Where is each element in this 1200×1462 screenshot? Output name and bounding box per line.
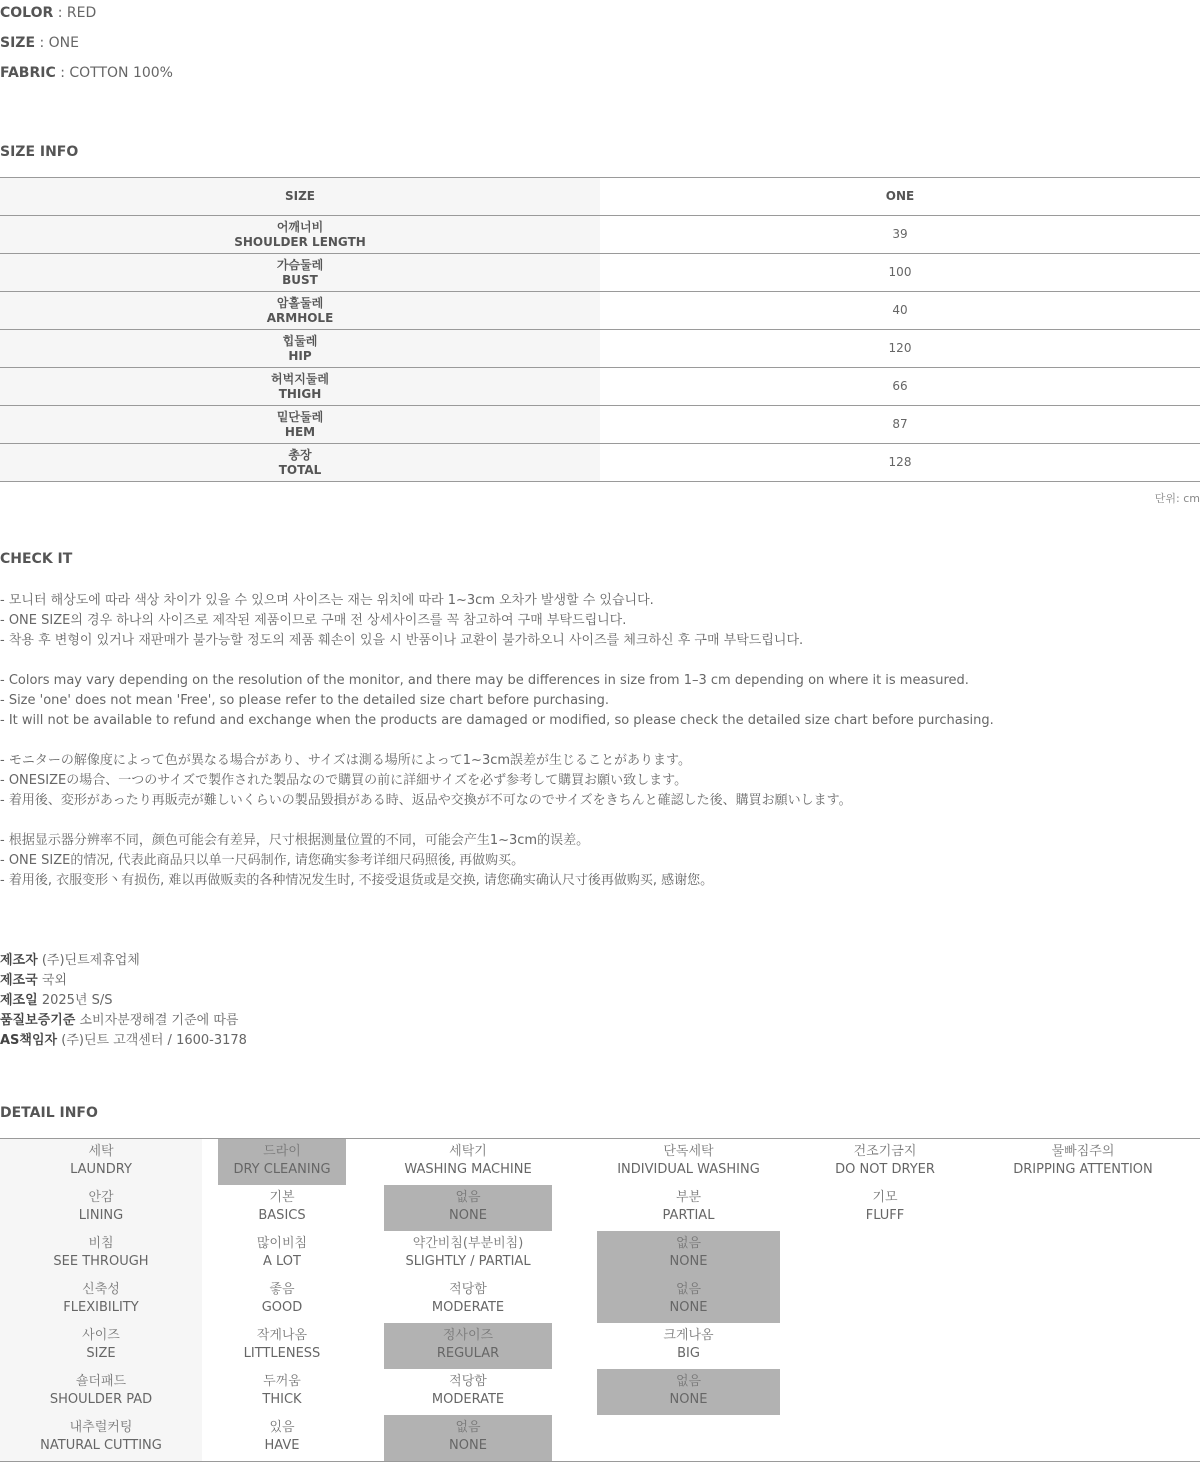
table-row bbox=[0, 444, 1200, 482]
spec-value: : ONE bbox=[39, 35, 79, 51]
detail-option-en: FLUFF bbox=[865, 1208, 905, 1223]
detail-option-selected-en: NONE bbox=[449, 1208, 487, 1223]
detail-option-en: BIG bbox=[677, 1346, 700, 1361]
detail-option-selected bbox=[218, 1139, 346, 1185]
detail-row-label-en: FLEXIBILITY bbox=[63, 1300, 139, 1315]
detail-option-selected-ko: 없음 bbox=[455, 1420, 481, 1435]
detail-option bbox=[384, 1139, 552, 1185]
check-it-notes bbox=[0, 591, 1200, 891]
detail-option bbox=[787, 1185, 983, 1231]
spec-fabric bbox=[0, 65, 173, 81]
detail-option-selected-en: NONE bbox=[669, 1392, 708, 1407]
notes-english bbox=[0, 671, 1200, 731]
detail-option-selected-ko: 없음 bbox=[675, 1374, 702, 1389]
unit-note: 단위: cm bbox=[1154, 492, 1200, 505]
spec-label: COLOR bbox=[0, 5, 54, 21]
note-line: - Colors may vary depending on the resolution of the monitor, and there may be differences in size from 1–3 cm depending on where it is measured. bbox=[0, 673, 969, 688]
detail-option bbox=[218, 1185, 346, 1231]
maker-value: (주)딘트 고객센터 / 1600-3178 bbox=[57, 1033, 247, 1048]
detail-row-label bbox=[0, 1323, 202, 1369]
maker-row bbox=[0, 951, 247, 971]
detail-row-label-ko: 비침 bbox=[88, 1236, 114, 1251]
measure-label-ko: 밑단둘레 bbox=[276, 409, 324, 424]
detail-option bbox=[787, 1139, 983, 1185]
measure-label bbox=[0, 444, 600, 482]
detail-option-en: PARTIAL bbox=[662, 1208, 715, 1223]
note-line: - 모니터 해상도에 따라 색상 차이가 있을 수 있으며 사이즈는 재는 위치에 따라 1~3cm 오차가 발생할 수 있습니다. bbox=[0, 593, 654, 608]
detail-row-label bbox=[0, 1185, 202, 1231]
measure-label-ko: 허벅지둘레 bbox=[271, 371, 329, 386]
measure-label-en: BUST bbox=[282, 272, 318, 287]
detail-option-selected-en: REGULAR bbox=[436, 1346, 500, 1361]
detail-option-selected-ko: 없음 bbox=[675, 1236, 702, 1251]
table-header-row bbox=[0, 178, 1200, 216]
spec-color bbox=[0, 5, 96, 21]
measure-label-ko: 가슴둘레 bbox=[276, 257, 324, 272]
detail-option-en: HAVE bbox=[264, 1438, 300, 1453]
table-row bbox=[0, 254, 1200, 292]
detail-row-label bbox=[0, 1369, 202, 1415]
note-line: - 着用後、変形があったり再販売が難しいくらいの製品毀損がある時、返品や交換が不可なのでサイズをきちんと確認した後、購買お願いします。 bbox=[0, 793, 852, 808]
detail-option-selected bbox=[597, 1277, 780, 1323]
detail-row-label-en: SIZE bbox=[86, 1346, 116, 1361]
measure-label bbox=[0, 330, 600, 368]
note-line: - 착용 후 변형이 있거나 재판매가 불가능할 정도의 제품 훼손이 있을 시 반품이나 교환이 불가하오니 사이즈를 체크하신 후 구매 부탁드립니다. bbox=[0, 633, 804, 648]
detail-option-en: SLIGHTLY / PARTIAL bbox=[405, 1254, 531, 1269]
measure-value: 40 bbox=[600, 292, 1200, 330]
detail-option-selected-ko: 드라이 bbox=[263, 1144, 301, 1159]
detail-option bbox=[218, 1323, 346, 1369]
detail-option-selected-en: NONE bbox=[669, 1300, 708, 1315]
note-line: - ONE SIZE的情况, 代表此商品只以单一尺码制作, 请您确实参考详细尺码照後, 再做购买。 bbox=[0, 853, 525, 868]
detail-row-label bbox=[0, 1277, 202, 1323]
spec-value: : RED bbox=[57, 5, 97, 21]
detail-option-selected-en: NONE bbox=[669, 1254, 708, 1269]
detail-option-ko: 작게나옴 bbox=[256, 1328, 308, 1343]
spec-label: FABRIC bbox=[0, 65, 56, 81]
measure-label bbox=[0, 368, 600, 406]
detail-row-label bbox=[0, 1139, 202, 1185]
notes-korean bbox=[0, 591, 1200, 651]
detail-option-selected bbox=[384, 1323, 552, 1369]
measure-label-ko: 암홀둘레 bbox=[276, 295, 324, 310]
detail-option-ko: 건조기금지 bbox=[853, 1144, 917, 1159]
detail-option-ko: 크게나옴 bbox=[663, 1328, 714, 1343]
maker-label: 품질보증기준 bbox=[0, 1013, 76, 1028]
note-line: - モニターの解像度によって色が異なる場合があり、サイズは測る場所によって1~3cm誤差が生じることがあります。 bbox=[0, 753, 691, 768]
detail-option-en: WASHING MACHINE bbox=[404, 1162, 532, 1177]
spec-label: SIZE bbox=[0, 35, 36, 51]
detail-row-label-en: LINING bbox=[78, 1208, 124, 1223]
measure-value: 100 bbox=[600, 254, 1200, 292]
detail-option bbox=[597, 1323, 780, 1369]
note-line: - 着用後, 衣服变形丶有损伤, 难以再做贩卖的各种情况发生时, 不接受退货或是交换, 请您确实确认尺寸後再做购买, 感谢您。 bbox=[0, 873, 714, 888]
detail-row-label-en: NATURAL CUTTING bbox=[40, 1438, 162, 1453]
detail-option-en: DO NOT DRYER bbox=[835, 1162, 935, 1177]
detail-row-label-ko: 세탁 bbox=[88, 1144, 114, 1159]
detail-option-selected-ko: 없음 bbox=[455, 1190, 481, 1205]
detail-grid bbox=[0, 1138, 1200, 1462]
detail-option-selected bbox=[597, 1231, 780, 1277]
measure-label-en: THIGH bbox=[278, 386, 322, 401]
maker-label: 제조자 bbox=[0, 953, 38, 968]
size-info-title: SIZE INFO bbox=[0, 144, 79, 160]
detail-row-label bbox=[0, 1415, 202, 1461]
measure-label bbox=[0, 216, 600, 254]
detail-option-ko: 기모 bbox=[872, 1190, 898, 1205]
detail-option-ko: 있음 bbox=[269, 1420, 295, 1435]
detail-option bbox=[384, 1277, 552, 1323]
maker-value: 국외 bbox=[37, 973, 67, 988]
check-it-title: CHECK IT bbox=[0, 551, 73, 567]
measure-value: 128 bbox=[600, 444, 1200, 482]
detail-info-title: DETAIL INFO bbox=[0, 1105, 98, 1121]
note-line: - Size 'one' does not mean 'Free', so please refer to the detailed size chart before purchasing. bbox=[0, 693, 610, 708]
detail-option-en: MODERATE bbox=[431, 1392, 505, 1407]
detail-option bbox=[218, 1415, 346, 1461]
detail-option-ko: 약간비침(부분비침) bbox=[412, 1236, 524, 1251]
detail-option-en: DRIPPING ATTENTION bbox=[1013, 1162, 1153, 1177]
maker-value: 소비자분쟁해결 기준에 따름 bbox=[75, 1013, 239, 1028]
maker-label: 제조국 bbox=[0, 973, 38, 988]
detail-option bbox=[218, 1369, 346, 1415]
detail-option-en: INDIVIDUAL WASHING bbox=[617, 1162, 760, 1177]
detail-option-selected-en: DRY CLEANING bbox=[233, 1162, 331, 1177]
detail-option-selected bbox=[384, 1185, 552, 1231]
measure-label-ko: 힙둘레 bbox=[282, 333, 318, 348]
detail-option-selected bbox=[597, 1369, 780, 1415]
measure-value: 66 bbox=[600, 368, 1200, 406]
measure-label-en: ARMHOLE bbox=[266, 310, 334, 325]
maker-row bbox=[0, 971, 247, 991]
detail-option-selected bbox=[384, 1415, 552, 1461]
maker-row bbox=[0, 991, 247, 1011]
detail-option-en: BASICS bbox=[258, 1208, 306, 1223]
table-row bbox=[0, 368, 1200, 406]
detail-option-ko: 단독세탁 bbox=[663, 1144, 714, 1159]
notes-chinese bbox=[0, 831, 1200, 891]
detail-option-en: LITTLENESS bbox=[243, 1346, 321, 1361]
note-line: - 根据显示器分辨率不同，颜色可能会有差异，尺寸根据测量位置的不同，可能会产生1~3cm的误差。 bbox=[0, 833, 590, 848]
note-line: - It will not be available to refund and exchange when the products are damaged or modified, so please check the detailed size chart before purchasing. bbox=[0, 713, 994, 728]
detail-row-label-en: SHOULDER PAD bbox=[49, 1392, 153, 1407]
detail-row-label-en: LAUNDRY bbox=[70, 1162, 132, 1177]
maker-row bbox=[0, 1011, 247, 1031]
detail-row-label-ko: 신축성 bbox=[82, 1282, 120, 1297]
measure-label-ko: 어깨너비 bbox=[276, 219, 324, 234]
measure-label-ko: 총장 bbox=[288, 447, 312, 462]
note-line: - ONE SIZE의 경우 하나의 사이즈로 제작된 제품이므로 구매 전 상세사이즈를 꼭 참고하여 구매 부탁드립니다. bbox=[0, 613, 627, 628]
detail-option bbox=[983, 1139, 1183, 1185]
detail-option bbox=[384, 1369, 552, 1415]
measure-value: 87 bbox=[600, 406, 1200, 444]
maker-label: 제조일 bbox=[0, 993, 38, 1008]
maker-row bbox=[0, 1031, 247, 1051]
table-row bbox=[0, 330, 1200, 368]
detail-option-ko: 두꺼움 bbox=[263, 1374, 301, 1389]
size-header-label: SIZE bbox=[0, 178, 600, 216]
detail-row-label-ko: 안감 bbox=[88, 1190, 114, 1205]
detail-option-selected-ko: 정사이즈 bbox=[442, 1328, 494, 1343]
detail-option bbox=[384, 1231, 552, 1277]
detail-option-selected-ko: 없음 bbox=[675, 1282, 702, 1297]
measure-label bbox=[0, 292, 600, 330]
notes-japanese bbox=[0, 751, 1200, 811]
measure-label bbox=[0, 254, 600, 292]
maker-value: 2025년 S/S bbox=[37, 993, 113, 1008]
detail-row-label bbox=[0, 1231, 202, 1277]
detail-option-selected-en: NONE bbox=[449, 1438, 487, 1453]
measure-label-en: SHOULDER LENGTH bbox=[234, 234, 366, 249]
measure-label-en: HIP bbox=[288, 348, 312, 363]
measure-label bbox=[0, 406, 600, 444]
detail-row-label-en: SEE THROUGH bbox=[53, 1254, 149, 1269]
spec-size bbox=[0, 35, 79, 51]
detail-option-ko: 적당함 bbox=[449, 1374, 487, 1389]
detail-row-label-ko: 숄더패드 bbox=[75, 1374, 127, 1389]
detail-option-ko: 물빠짐주의 bbox=[1051, 1144, 1115, 1159]
detail-option-ko: 좋음 bbox=[269, 1282, 295, 1297]
detail-option-ko: 기본 bbox=[269, 1190, 295, 1205]
detail-row-label-ko: 사이즈 bbox=[82, 1328, 120, 1343]
detail-option bbox=[597, 1139, 780, 1185]
detail-option-ko: 부분 bbox=[675, 1190, 702, 1205]
maker-info bbox=[0, 951, 247, 1051]
detail-option-en: A LOT bbox=[263, 1254, 301, 1269]
detail-option-ko: 적당함 bbox=[449, 1282, 487, 1297]
table-row bbox=[0, 292, 1200, 330]
detail-option bbox=[218, 1231, 346, 1277]
size-table bbox=[0, 177, 1200, 482]
note-line: - ONESIZEの場合、一つのサイズで製作された製品なので購買の前に詳細サイズを必ず参考して購買お願い致します。 bbox=[0, 773, 688, 788]
size-header-value: ONE bbox=[600, 178, 1200, 216]
detail-option-ko: 많이비침 bbox=[256, 1236, 308, 1251]
detail-row-label-ko: 내추럴커팅 bbox=[69, 1420, 133, 1435]
detail-option bbox=[597, 1185, 780, 1231]
measure-value: 39 bbox=[600, 216, 1200, 254]
table-row bbox=[0, 406, 1200, 444]
detail-option-ko: 세탁기 bbox=[449, 1144, 487, 1159]
table-row bbox=[0, 216, 1200, 254]
detail-option-en: GOOD bbox=[261, 1300, 303, 1315]
measure-label-en: HEM bbox=[284, 424, 316, 439]
measure-value: 120 bbox=[600, 330, 1200, 368]
maker-value: (주)딘트제휴업체 bbox=[37, 953, 140, 968]
measure-label-en: TOTAL bbox=[278, 462, 322, 477]
spec-value: : COTTON 100% bbox=[60, 65, 173, 81]
maker-label: AS책임자 bbox=[0, 1033, 58, 1048]
detail-option-en: THICK bbox=[262, 1392, 302, 1407]
detail-option-en: MODERATE bbox=[431, 1300, 505, 1315]
detail-option bbox=[218, 1277, 346, 1323]
